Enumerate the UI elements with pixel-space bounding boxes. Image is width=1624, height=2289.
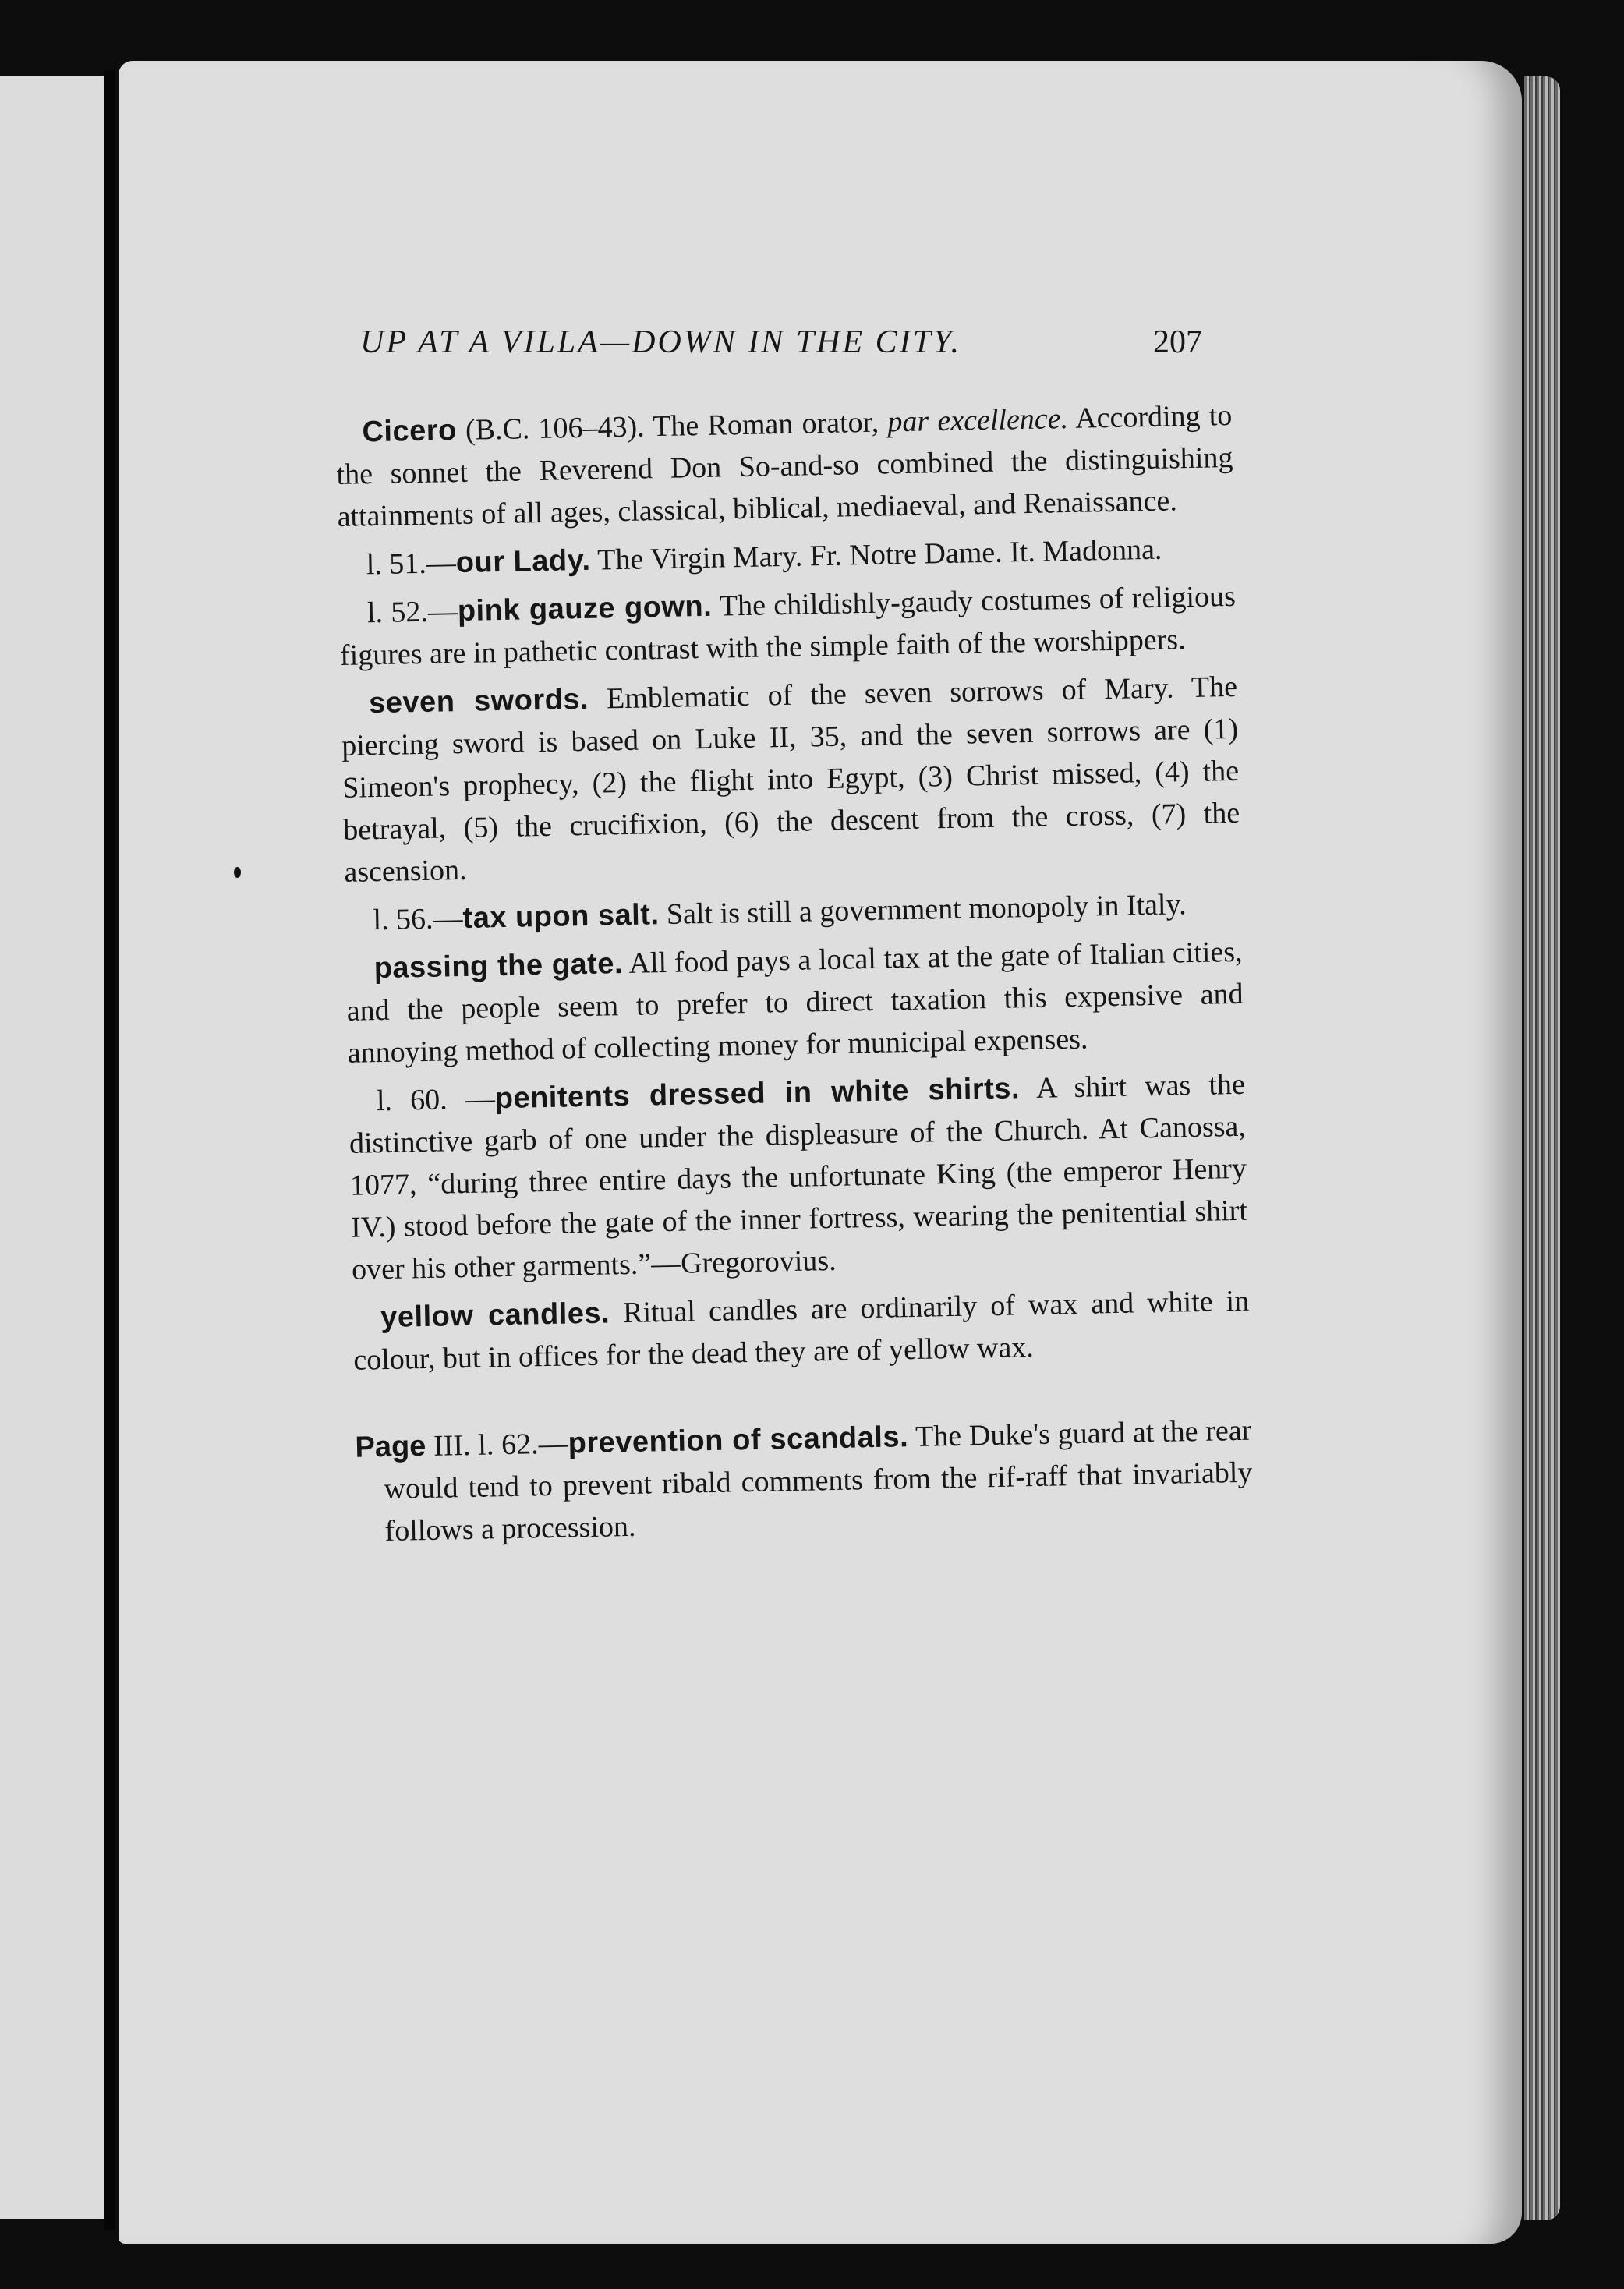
- line-ref: l. 52.—: [366, 595, 458, 630]
- facing-page-edge: [0, 76, 109, 2219]
- note-cicero: Cicero (B.C. 106–43). The Roman orator, par excellence. According to the sonnet the Reverend Don So-and-so combined the distinguishing attainments of all ages, classical, biblical, mediaeval, and Renaissance.: [336, 398, 1233, 533]
- note-term: our Lady.: [455, 543, 591, 580]
- binding-gutter: [104, 70, 115, 2230]
- line-ref: l. 51.—: [366, 547, 457, 582]
- note-pink-gauze-gown: l. 52.—pink gauze gown. The childishly-gaudy costumes of religious figures are in pathetic contrast with the simple faith of the worshippers.: [339, 579, 1237, 672]
- note-term: yellow candles.: [380, 1297, 610, 1335]
- note-tax-upon-salt: l. 56.—tax upon salt. Salt is still a government monopoly in Italy.: [373, 888, 1187, 937]
- line-ref: l. 60. —: [376, 1082, 496, 1118]
- note-term: seven swords.: [368, 682, 589, 720]
- page-stack-edge: [1524, 76, 1560, 2220]
- note-penitents: l. 60. —penitents dressed in white shirts. A shirt was the distinctive garb of one under the displeasure of the Church. At Canossa, 1077, “during three entire days the unfortunate King (the emperor Henry IV.) stood before the gate of the inner fortress, wearing the penitential shirt over his other garments.”—Gregorovius.: [349, 1067, 1248, 1286]
- note-passing-the-gate: passing the gate. All food pays a local tax at the gate of Italian cities, and the people seem to prefer to direct taxation this expensive and annoying method of collecting money for municipal expenses.: [346, 935, 1244, 1070]
- note-seven-swords: seven swords. Emblematic of the seven sorrows of Mary. The piercing sword is based on Luke II, 35, and the seven sorrows are (1) Simeon's prophecy, (2) the flight into Egypt, (3) Christ missed, (4) the betrayal, (5) the crucifixion, (6) the descent from the cross, (7) the ascension.: [341, 670, 1240, 889]
- header-title: UP AT A VILLA—DOWN IN THE CITY.: [360, 324, 962, 360]
- note-term: Cicero: [362, 414, 458, 449]
- line-ref: l. 56.—: [373, 901, 463, 937]
- running-header: [360, 324, 1202, 361]
- page-number: 207: [1153, 324, 1202, 360]
- note-term: prevention of scandals.: [568, 1420, 909, 1460]
- note-page-111: Page III. l. 62.—prevention of scandals. The Duke's guard at the rear would tend to prevent ribald comments from the rif-raff that invariably follows a procession.: [355, 1413, 1253, 1548]
- note-yellow-candles: yellow candles. Ritual candles are ordinarily of wax and white in colour, but in offices for the dead they are of yellow wax.: [352, 1284, 1250, 1377]
- note-term: pink gauze gown.: [457, 589, 713, 628]
- note-term: tax upon salt.: [462, 898, 660, 935]
- ink-speck: [234, 867, 241, 878]
- page-label: Page: [355, 1430, 426, 1464]
- notes-body: [335, 394, 1254, 1559]
- note-our-lady: l. 51.—our Lady. The Virgin Mary. Fr. Notre Dame. It. Madonna.: [366, 532, 1162, 582]
- line-ref: l. 62.—: [470, 1427, 569, 1462]
- page-numeral: III.: [433, 1428, 471, 1463]
- note-term: passing the gate.: [373, 947, 624, 985]
- note-term: penitents dressed in white shirts.: [494, 1072, 1021, 1116]
